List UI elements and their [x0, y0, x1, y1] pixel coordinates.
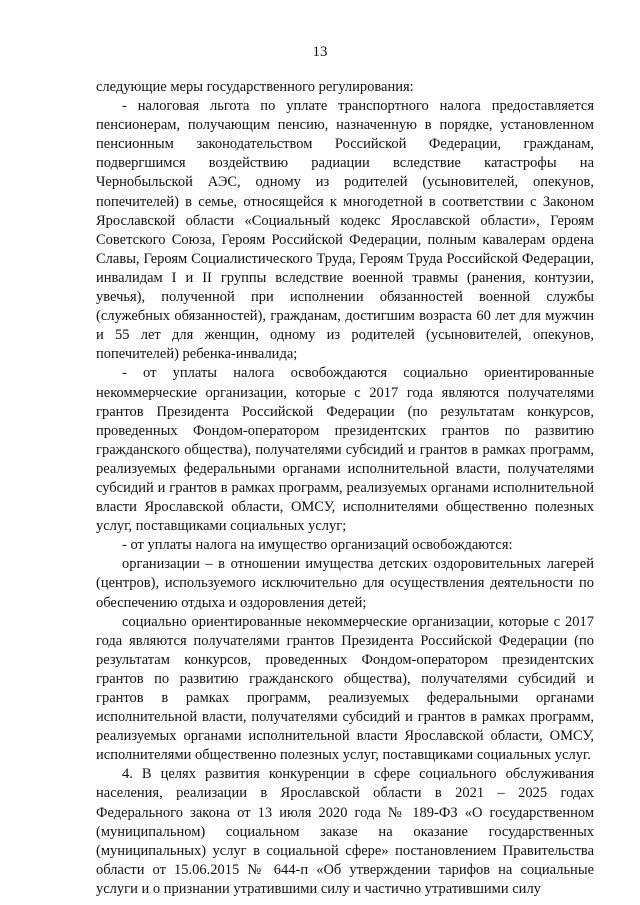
page-number: 13	[312, 44, 328, 60]
paragraph-intro: следующие меры государственного регулирования:	[96, 79, 414, 95]
paragraph-transport-tax-benefit: - налоговая льгота по уплате транспортного налога предоставляется пенсионерам, получающим пенсию, назначенную в порядке, установленном пенсионным законодательством Российской Федерации, гражданам, подвергшимся воздействию радиации вследствие катастрофы на Чернобыльской АЭС, одному из родителей (усыновителей, опекунов, попечителей) в семье, относящейся к многодетной в соответствии с Законом Ярославской области «Социальный кодекс Ярославской области», Героям Советского Союза, Героям Российской Федерации, полным кавалерам ордена Славы, Героям Социалистического Труда, Героям Труда Российской Федерации, инвалидам I и II группы вследствие военной травмы (ранения, контузии, увечья), полученной при исполнении обязанностей военной службы (служебных обязанностей), гражданам, достигшим возраста 60 лет для мужчин и 55 лет для женщин, одному из родителей (усыновителей, опекунов, попечителей) ребенка-инвалида;	[96, 98, 594, 363]
paragraph-children-camps: организации – в отношении имущества детских оздоровительных лагерей (центров), используемого исключительно для осуществления деятельности по обеспечению отдыха и оздоровления детей;	[96, 556, 594, 611]
paragraph-nko-property: социально ориентированные некоммерческие организации, которые с 2017 года являются получателями грантов Президента Российской Федерации (по результатам конкурсов, проведенных Фондом-оператором президентских грантов по развитию гражданского общества), получателями субсидий и грантов в рамках программ, реализуемых федеральными органами исполнительной власти, получателями субсидий и грантов в рамках программ, реализуемых органами исполнительной власти Ярославской области, ОМСУ, исполнителями общественно полезных услуг, поставщиками социальных услуг.	[96, 613, 594, 764]
paragraph-property-tax-heading: - от уплаты налога на имущество организаций освобождаются:	[122, 537, 513, 554]
paragraph-nko-exemption: - от уплаты налога освобождаются социально ориентированные некоммерческие организации, которые с 2017 года являются получателями грантов Президента Российской Федерации (по результатам конкурсов, проведенных Фондом-оператором президентских грантов по развитию гражданского общества), получателями субсидий и грантов в рамках программ, реализуемых федеральными органами исполнительной власти, получателями субсидий и грантов в рамках программ, реализуемых органами исполнительной власти Ярославской области, ОМСУ, исполнителями общественно полезных услуг, поставщиками социальных услуг;	[96, 365, 594, 535]
document-body	[96, 78, 594, 899]
paragraph-item-4: 4. В целях развития конкуренции в сфере социального обслуживания населения, реализации в Ярославской области в 2021 – 2025 годах Федерального закона от 13 июля 2020 года № 189-ФЗ «О государственном (муниципальном) социальном заказе на оказание государственных (муниципальных) услуг в социальной сфере» постановлением Правительства области от 15.06.2015 № 644-п «Об утверждении тарифов на социальные услуги и о признании утратившими силу и частично утратившими силу	[96, 766, 594, 897]
